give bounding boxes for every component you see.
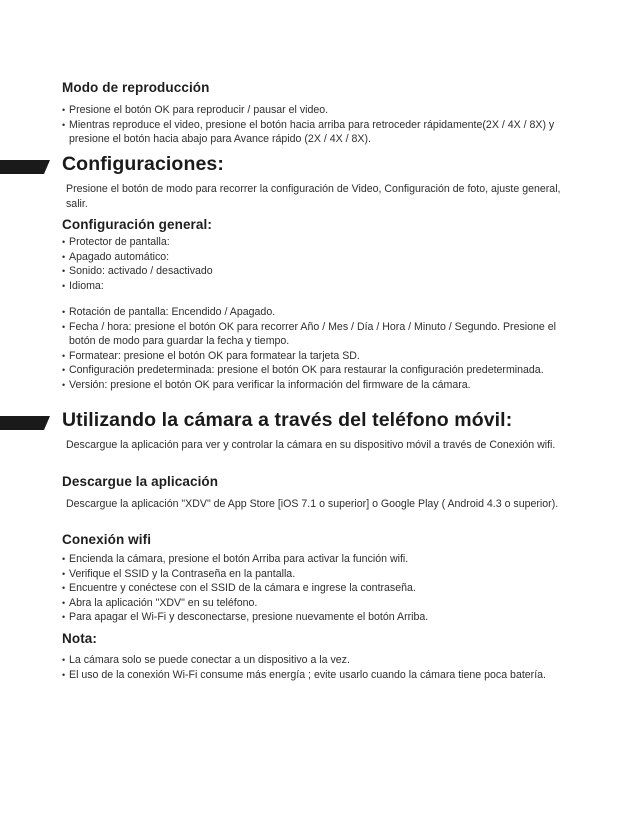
list-item: • Sonido: activado / desactivado [62,264,562,279]
list-item: • La cámara solo se puede conectar a un dispositivo a la vez. [62,653,562,668]
section-marker-bar [0,416,50,430]
note-list [62,653,562,682]
general-settings-list-b [62,305,562,393]
list-item: • Abra la aplicación "XDV" en su teléfono. [62,596,562,611]
list-item: • Mientras reproduce el video, presione el botón hacia arriba para retroceder rápidamente(2X / 4X / 8X) y presione el botón hacia abajo para Avance rápido (2X / 4X / 8X). [62,118,562,147]
note-heading: Nota: [62,631,97,646]
playback-list [62,103,562,147]
settings-intro: Presione el botón de modo para recorrer la configuración de Video, Configuración de foto, ajuste general, salir. [66,183,561,210]
list-item: • Idioma: [62,279,562,294]
list-item: • Verifique el SSID y la Contraseña en la pantalla. [62,567,562,582]
list-item: • El uso de la conexión Wi-Fi consume más energía ; evite usarlo cuando la cámara tiene poca batería. [62,668,562,683]
download-app-text: Descargue la aplicación "XDV" de App Store [iOS 7.1 o superior] o Google Play ( Android 4.3 o superior). [66,498,559,510]
settings-heading: Configuraciones: [62,153,224,175]
list-item: • Presione el botón OK para reproducir / pausar el video. [62,103,562,118]
phone-intro: Descargue la aplicación para ver y controlar la cámara en su dispositivo móvil a través de Conexión wifi. [66,439,556,451]
list-item: • Encienda la cámara, presione el botón Arriba para activar la función wifi. [62,552,562,567]
general-settings-list-a [62,235,562,293]
wifi-heading: Conexión wifi [62,532,152,547]
download-app-heading: Descargue la aplicación [62,474,219,489]
list-item: • Apagado automático: [62,250,562,265]
general-settings-heading: Configuración general: [62,217,212,232]
list-item: • Encuentre y conéctese con el SSID de la cámara e ingrese la contraseña. [62,581,562,596]
list-item: • Formatear: presione el botón OK para formatear la tarjeta SD. [62,349,562,364]
phone-heading: Utilizando la cámara a través del teléfono móvil: [62,409,513,431]
playback-heading: Modo de reproducción [62,80,210,95]
wifi-list [62,552,562,625]
list-item: • Fecha / hora: presione el botón OK para recorrer Año / Mes / Día / Hora / Minuto / Segundo. Presione el botón de modo para guardar la fecha y tiempo. [62,320,562,349]
list-item: • Versión: presione el botón OK para verificar la información del firmware de la cámara. [62,378,562,393]
list-item: • Rotación de pantalla: Encendido / Apagado. [62,305,562,320]
list-item: • Configuración predeterminada: presione el botón OK para restaurar la configuración predeterminada. [62,363,562,378]
list-item: • Para apagar el Wi-Fi y desconectarse, presione nuevamente el botón Arriba. [62,610,562,625]
list-item: • Protector de pantalla: [62,235,562,250]
section-marker-bar [0,160,50,174]
